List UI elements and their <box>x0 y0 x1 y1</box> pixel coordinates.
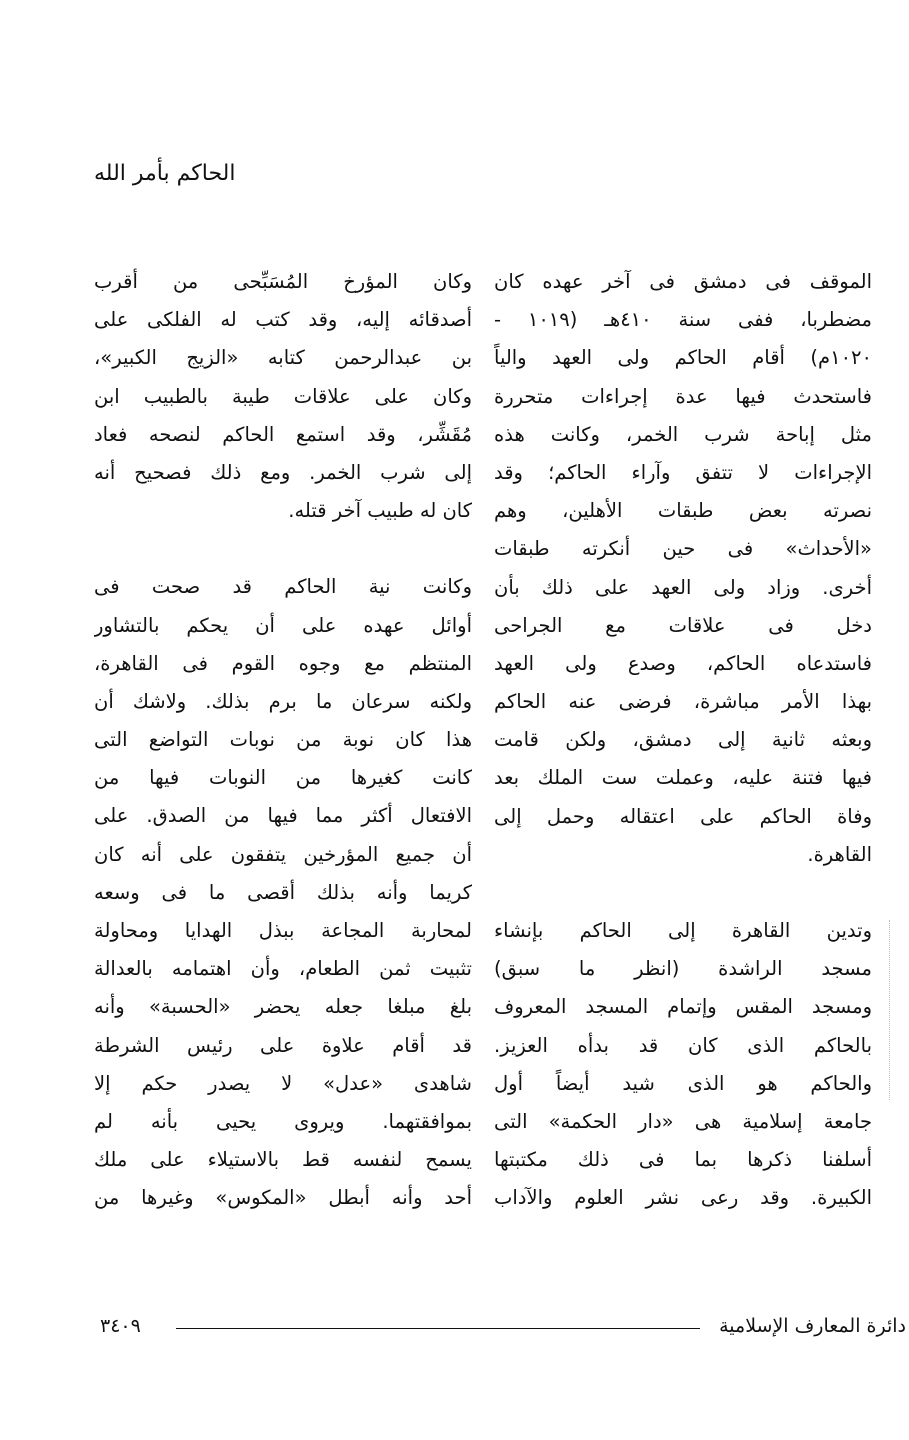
text-line: مُقَشِّر، وقد استمع الحاكم لنصحه فعاد <box>94 422 472 446</box>
text-line: نصرته بعض طبقات الأهلين، وهم <box>494 499 872 523</box>
text-line: كريما وأنه بذلك أقصى ما فى وسعه <box>94 880 472 904</box>
text-line: هذا كان نوبة من نوبات التواضع التى <box>94 728 472 752</box>
paragraph <box>94 568 472 1217</box>
text-line: بن عبدالرحمن كتابه «الزيج الكبير»، <box>94 346 472 370</box>
text-line: الإجراءات لا تتفق وآراء الحاكم؛ وقد <box>494 460 872 484</box>
text-line: أسلفنا ذكرها بما فى ذلك مكتبتها <box>494 1148 872 1172</box>
paragraph-gap <box>494 874 872 912</box>
text-line: أصدقائه إليه، وقد كتب له الفلكى على <box>94 308 472 332</box>
text-line: الافتعال أكثر مما فيها من الصدق. على <box>94 804 472 828</box>
text-line: مثل إباحة شرب الخمر، وكانت هذه <box>494 422 872 446</box>
text-line: بهذا الأمر مباشرة، فرضى عنه الحاكم <box>494 690 872 714</box>
running-head: الحاكم بأمر الله <box>94 161 236 186</box>
text-line: بالحاكم الذى كان قد بدأه العزيز. <box>494 1033 872 1057</box>
text-line: وكانت نية الحاكم قد صحت فى <box>94 575 472 599</box>
text-line: وفاة الحاكم على اعتقاله وحمل إلى <box>494 804 872 828</box>
text-line: وكان المؤرخ المُسَبِّحى من أقرب <box>94 270 472 293</box>
text-line: قد أقام علاوة على رئيس الشرطة <box>94 1033 472 1057</box>
text-line: أوائل عهده على أن يحكم بالتشاور <box>94 613 472 637</box>
text-line: ولكنه سرعان ما برم بذلك. ولاشك أن <box>94 689 472 713</box>
text-line: «الأحداث» فى حين أنكرته طبقات <box>494 537 872 561</box>
text-line: ١٠٢٠م) أقام الحاكم ولى العهد والياً <box>494 346 872 370</box>
text-line: دخل فى علاقات مع الجراحى <box>494 613 872 637</box>
text-line: الكبيرة. وقد رعى نشر العلوم والآداب <box>494 1186 872 1210</box>
text-line: القاهرة. <box>807 842 872 866</box>
text-line: بموافقتهما. ويروى يحيى بأنه لم <box>94 1109 472 1133</box>
text-line: كان له طبيب آخر قتله. <box>288 499 472 523</box>
paragraph <box>94 263 472 530</box>
footer-rule <box>176 1328 700 1329</box>
text-line: بلغ مبلغا جعله يحضر «الحسبة» وأنه <box>94 995 472 1019</box>
scan-artifact <box>889 920 892 1100</box>
text-line: إلى شرب الخمر. ومع ذلك فصحيح أنه <box>94 460 472 484</box>
text-line: فاستدعاه الحاكم، وصدع ولى العهد <box>494 651 872 675</box>
text-line: أحد وأنه أبطل «المكوس» وغيرها من <box>94 1186 472 1210</box>
text-line: وتدين القاهرة إلى الحاكم بإنشاء <box>494 919 872 942</box>
text-line: مسجد الراشدة (انظر ما سبق) <box>494 957 872 981</box>
text-line: وكان على علاقات طيبة بالطبيب ابن <box>94 384 472 408</box>
text-line: ومسجد المقس وإتمام المسجد المعروف <box>494 995 872 1019</box>
text-line: تثبيت ثمن الطعام، وأن اهتمامه بالعدالة <box>94 957 472 981</box>
text-line: أن جميع المؤرخين يتفقون على أنه كان <box>94 842 472 866</box>
text-line: يسمح لنفسه قط بالاستيلاء على ملك <box>94 1148 472 1172</box>
text-line: شاهدى «عدل» لا يصدر حكم إلا <box>94 1071 472 1095</box>
paragraph-gap <box>94 530 472 568</box>
text-line: الموقف فى دمشق فى آخر عهده كان <box>494 270 872 293</box>
page-number: ٣٤٠٩ <box>100 1315 141 1337</box>
paragraph <box>494 263 872 874</box>
text-line: لمحاربة المجاعة ببذل الهدايا ومحاولة <box>94 919 472 942</box>
text-line: جامعة إسلامية هى «دار الحكمة» التى <box>494 1109 872 1133</box>
text-line: مضطربا، ففى سنة ٤١٠هـ (١٠١٩ - <box>494 308 872 332</box>
text-line: أخرى. وزاد ولى العهد على ذلك بأن <box>494 575 872 599</box>
text-line: المنتظم مع وجوه القوم فى القاهرة، <box>94 651 472 675</box>
text-column-right <box>494 263 872 1218</box>
text-line: والحاكم هو الذى شيد أيضاً أول <box>494 1071 872 1095</box>
text-column-left <box>94 263 472 1218</box>
text-line: فاستحدث فيها عدة إجراءات متحررة <box>494 384 872 408</box>
text-line: فيها فتنة عليه، وعملت ست الملك بعد <box>494 766 872 790</box>
text-line: وبعثه ثانية إلى دمشق، ولكن قامت <box>494 728 872 752</box>
publication-title: دائرة المعارف الإسلامية <box>719 1315 906 1337</box>
paragraph <box>494 912 872 1218</box>
text-line: كانت كغيرها من النوبات فيها من <box>94 766 472 790</box>
